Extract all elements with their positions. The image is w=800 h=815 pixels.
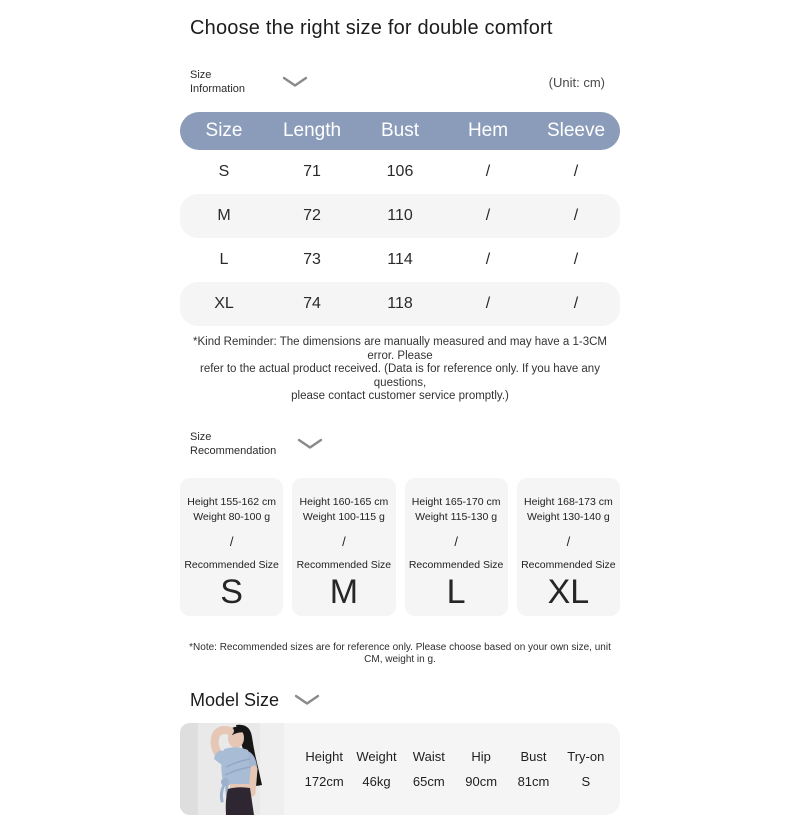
size-information-label-line1: Size [190,69,212,81]
size-recommendation-label-line1: Size [190,430,212,443]
cell-hem: / [485,163,491,180]
model-size-panel [180,723,620,815]
chevron-down-icon[interactable] [293,693,321,707]
stat-weight [350,749,402,789]
card-size-value: XL [547,572,590,611]
size-recommendation-label [190,430,276,458]
card-weight-range: Weight 115-130 g [415,510,498,523]
chevron-down-icon[interactable] [281,75,309,89]
cell-sleeve: / [573,251,579,268]
card-height-range: Height 168-173 cm [524,495,613,508]
column-header-size: Size [205,120,243,141]
card-height-range: Height 165-170 cm [411,495,501,508]
stat-value: 65cm [412,773,445,789]
card-recommended-label: Recommended Size [521,558,616,571]
page-title: Choose the right size for double comfort [190,17,553,39]
table-row [180,194,620,238]
cell-hem: / [485,251,491,268]
card-recommended-label: Recommended Size [408,558,504,571]
stat-value: 81cm [517,773,550,789]
stat-waist [403,749,455,789]
card-height-range: Height 155-162 cm [187,495,276,508]
cell-sleeve: / [573,207,579,224]
card-height-range: Height 160-165 cm [299,495,389,508]
stat-label: Height [305,748,343,764]
model-size-label: Model Size [190,689,280,710]
cell-hem: / [485,207,491,224]
cell-sleeve: / [573,163,579,180]
stat-bust [507,749,559,789]
cell-size: S [218,163,230,180]
cell-length: 71 [303,163,321,180]
cell-length: 72 [303,207,321,224]
card-divider: / [342,533,346,549]
cell-length: 73 [303,251,321,268]
stat-label: Hip [471,748,491,764]
cell-bust: 106 [386,163,414,180]
stat-value: 46kg [362,773,391,789]
card-weight-range: Weight 100-115 g [302,510,385,523]
card-divider: / [229,533,234,549]
cell-bust: 110 [387,207,413,224]
column-header-sleeve: Sleeve [546,120,606,141]
model-stats [284,749,620,789]
size-guide-page [180,0,620,815]
cell-size: L [219,251,229,268]
kind-reminder-text [180,336,620,404]
size-information-header [180,68,620,96]
table-row [180,282,620,326]
recommendation-card-s [180,478,283,616]
column-header-bust: Bust [380,120,420,141]
cell-size: XL [214,295,234,312]
chevron-down-icon[interactable] [296,437,324,451]
stat-label: Waist [412,748,445,764]
stat-value: S [581,773,591,789]
size-table-header-row [180,112,620,150]
card-recommended-label: Recommended Size [184,558,279,571]
recommendation-note: *Note: Recommended sizes are for reference only. Please choose based on your own size, unit CM, weight in g. [189,641,611,665]
card-size-value: L [446,572,466,611]
recommendation-card-m [292,478,395,616]
unit-label: (Unit: cm) [548,74,605,90]
cell-hem: / [485,295,491,312]
model-photo [180,723,284,815]
stat-value: 172cm [304,773,344,789]
recommendation-card-xl [517,478,620,616]
kind-reminder-line2: refer to the actual product received. (Data is for reference only. If you have any questions, [200,363,600,389]
card-weight-range: Weight 80-100 g [193,510,271,523]
stat-value: 90cm [465,773,498,789]
cell-sleeve: / [573,295,579,312]
size-recommendation-label-line2: Recommendation [190,444,277,457]
column-header-length: Length [282,120,342,141]
cell-bust: 118 [387,295,413,312]
stat-tryon [560,749,612,789]
cell-bust: 114 [387,251,413,268]
stat-label: Weight [356,748,397,764]
kind-reminder-line1: *Kind Reminder: The dimensions are manually measured and may have a 1-3CM error. Please [193,336,607,362]
card-recommended-label: Recommended Size [296,558,392,571]
cell-length: 74 [303,295,321,312]
recommendation-card-l [405,478,508,616]
stat-label: Bust [520,748,547,764]
kind-reminder-line3: please contact customer service promptly.) [291,390,509,402]
card-size-value: S [220,572,243,611]
card-divider: / [566,533,571,549]
column-header-hem: Hem [467,120,509,141]
card-size-value: M [329,572,359,611]
model-size-header [180,690,620,711]
size-table [180,112,620,326]
card-weight-range: Weight 130-140 g [527,510,610,523]
stat-label: Try-on [567,748,605,764]
size-information-label-line2: Information [190,83,246,95]
table-row [180,150,620,194]
cell-size: M [217,207,231,224]
card-divider: / [454,533,458,549]
size-recommendation-header [180,430,620,458]
size-information-label [190,68,245,96]
table-row [180,238,620,282]
stat-height [298,749,350,789]
stat-hip [455,749,507,789]
recommendation-cards [180,478,620,616]
